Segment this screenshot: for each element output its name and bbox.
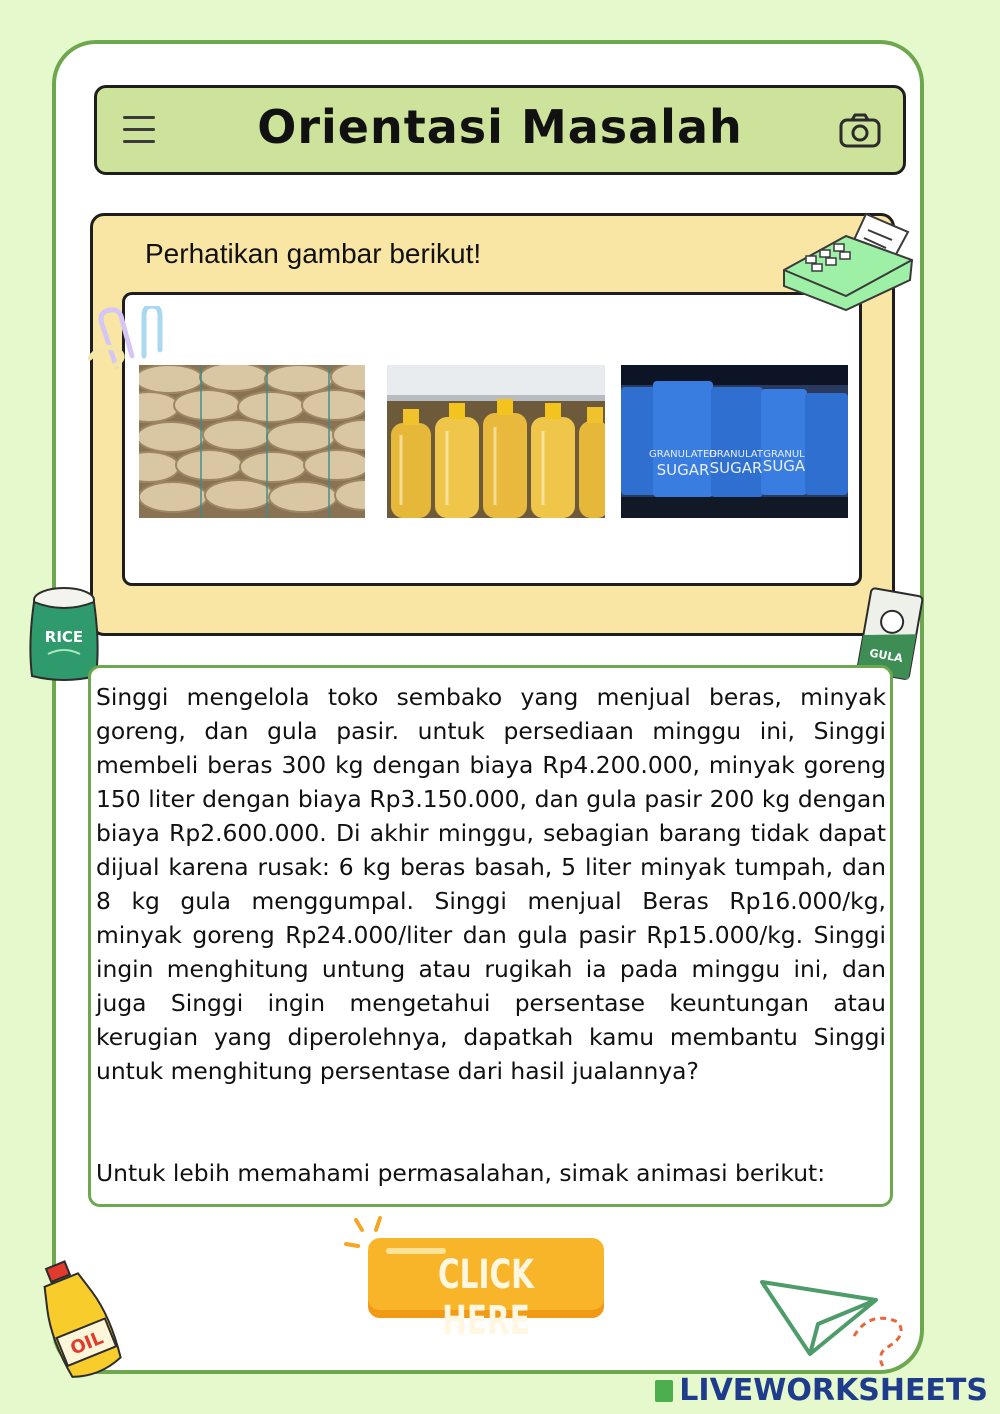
paper-plane-icon bbox=[758, 1276, 918, 1372]
click-here-label: CLICK HERE bbox=[438, 1252, 534, 1344]
footer-brand[interactable] bbox=[655, 1373, 988, 1408]
svg-text:GRANULATED: GRANULATED bbox=[649, 449, 717, 460]
brand-logo-icon bbox=[655, 1380, 673, 1402]
cooking-oil-bottles-photo bbox=[387, 365, 605, 518]
gula-sticker-label: GULA bbox=[868, 646, 904, 666]
svg-text:GRANUL: GRANUL bbox=[763, 449, 805, 460]
oil-bottle-icon bbox=[30, 1258, 130, 1384]
camera-icon[interactable] bbox=[839, 112, 881, 150]
rice-sticker-label: RICE bbox=[44, 628, 84, 646]
animation-hint: Untuk lebih memahami permasalahan, simak animasi berikut: bbox=[96, 1159, 826, 1187]
rice-sacks-photo bbox=[139, 365, 365, 518]
header-bar bbox=[94, 85, 906, 175]
story-paragraph: Singgi mengelola toko sembako yang menjual beras, minyak goreng, dan gula pasir. untuk persediaan minggu ini, Singgi membeli beras 300 kg dengan biaya Rp4.200.000, minyak goreng 150 liter dengan biaya Rp3.150.000, dan gula pasir 200 kg dengan biaya Rp2.600.000. Di akhir minggu, sebagian barang tidak dapat dijual karena rusak: 6 kg beras basah, 5 liter minyak tumpah, dan 8 kg gula menggumpal. Singgi menjual Beras Rp16.000/kg, minyak goreng Rp24.000/liter dan gula pasir Rp15.000/kg. Singgi ingin menghitung untung atau rugikah ia pada minggu ini, dan juga Singgi ingin mengetahui persentase keuntungan atau kerugian yang diperolehnya, dapatkah kamu membantu Singgi untuk menghitung persentase dari hasil jualannya? bbox=[96, 683, 886, 1085]
oil-sticker-label: OIL bbox=[67, 1327, 107, 1360]
svg-text:GRANULAT: GRANULAT bbox=[709, 449, 763, 460]
click-here-button[interactable] bbox=[368, 1238, 604, 1344]
brand-text: LIVEWORKSHEETS bbox=[679, 1373, 988, 1408]
svg-text:SUGAR: SUGAR bbox=[709, 459, 763, 477]
svg-text:SUGA: SUGA bbox=[762, 457, 806, 475]
paperclip-icon bbox=[88, 306, 168, 378]
cash-register-icon bbox=[780, 210, 918, 312]
sugar-label-text: SUGAR bbox=[656, 461, 710, 479]
page-title: Orientasi Masalah bbox=[257, 100, 743, 154]
panel-prompt: Perhatikan gambar berikut! bbox=[145, 238, 482, 269]
rice-sack-icon bbox=[26, 584, 100, 684]
granulated-sugar-photo bbox=[621, 365, 848, 518]
